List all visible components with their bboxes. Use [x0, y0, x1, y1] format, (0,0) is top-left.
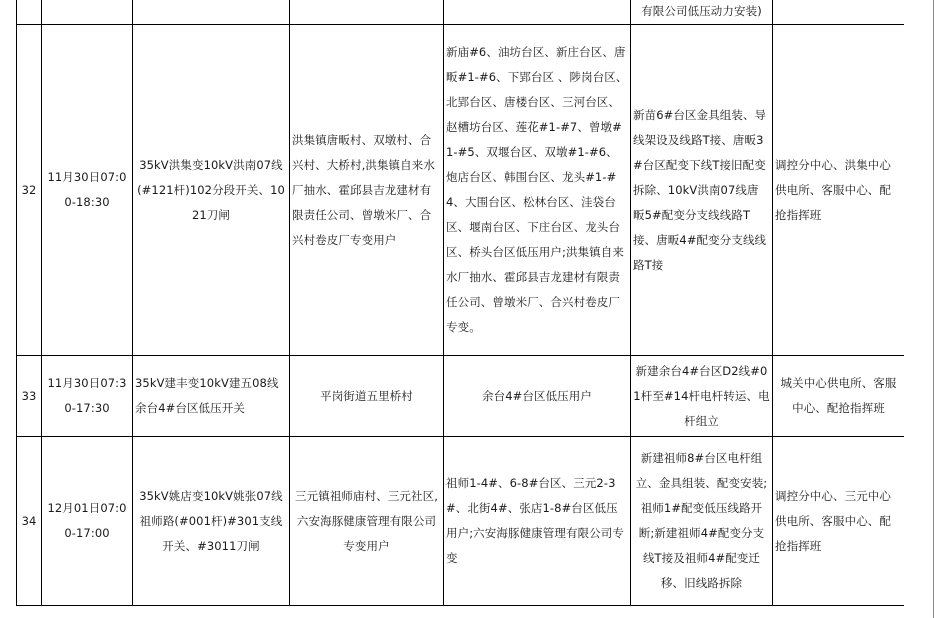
- cell-time: 11月30日07:00-18:30: [42, 25, 133, 356]
- right-margin: [904, 0, 946, 618]
- cell-dept: 城关中心供电所、客服中心、配抢指挥班: [773, 356, 905, 437]
- cell-time: 12月01日07:00-17:00: [42, 437, 133, 606]
- cell-no: 33: [17, 356, 42, 437]
- cell-transformers: [444, 0, 631, 25]
- cell-work: 新建余台4#台区D2线#01杆至#14杆电杆转运、电杆组立: [631, 356, 773, 437]
- cell-equipment: 35kV洪集变10kV洪南07线(#121杆)102分段开关、1021刀闸: [133, 25, 290, 356]
- table-row: [17, 437, 905, 606]
- cell-equipment: 35kV姚店变10kV姚张07线祖师路(#001杆)#301支线开关、#3011刀闸: [133, 437, 290, 606]
- cell-work: 新苗6#台区金具组装、导线架设及线路T接、唐畈3#台区配变下线T接旧配变拆除、10kV洪南07线唐畈5#配变分支线线路T接、唐畈4#配变分支线线路T接: [631, 25, 773, 356]
- cell-area: [290, 0, 444, 25]
- cell-work: 新建祖师8#台区电杆组立、金具组装、配变安装;祖师1#配变低压线路开断;新建祖师4#配变分支线T接及祖师4#配变迁移、旧线路拆除: [631, 437, 773, 606]
- cell-equipment: 35kV建丰变10kV建五08线余台4#台区低压开关: [133, 356, 290, 437]
- scrollbar[interactable]: [933, 0, 934, 618]
- cell-transformers: 新庙#6、油坊台区、新庄台区、唐畈#1-#6、下郢台区 、陟岗台区、北郢台区、唐楼台区、三河台区、赵槽坊台区、莲花#1-#7、曾墩#1-#5、双堰台区、双墩#1-#6、炮店台区、韩围台区、龙头#1-#4、大围台区、松林台区、洼袋台区、堰南台区、下庄台区、龙头台区、桥头台区低压用户;洪集镇自来水厂抽水、霍邱县吉龙建材有限责任公司、曾墩米厂、合兴村卷皮厂专变。: [444, 25, 631, 356]
- table-row: [17, 25, 905, 356]
- table-row-partial-top: [17, 0, 905, 25]
- cell-dept: 调控分中心、洪集中心供电所、客服中心、配抢指挥班: [773, 25, 905, 356]
- cell-no: 32: [17, 25, 42, 356]
- cell-no: [17, 0, 42, 25]
- cell-equipment: [133, 0, 290, 25]
- cell-no: 34: [17, 437, 42, 606]
- cell-transformers: 祖师1-4#、6-8#台区、三元2-3#、北街4#、张店1-8#台区低压用户;六安海豚健康管理有限公司专变: [444, 437, 631, 606]
- table-row: [17, 356, 905, 437]
- cell-area: 平岗街道五里桥村: [290, 356, 444, 437]
- cell-area: 洪集镇唐畈村、双墩村、合兴村、大桥村,洪集镇自来水厂抽水、霍邱县吉龙建材有限责任公司、曾墩米厂、合兴村卷皮厂专变用户: [290, 25, 444, 356]
- cell-area: 三元镇祖师庙村、三元社区,六安海豚健康管理有限公司专变用户: [290, 437, 444, 606]
- cell-time: [42, 0, 133, 25]
- cell-time: 11月30日07:30-17:30: [42, 356, 133, 437]
- cell-dept: [773, 0, 905, 25]
- cell-dept: 调控分中心、三元中心供电所、客服中心、配抢指挥班: [773, 437, 905, 606]
- outage-schedule-table: [16, 0, 905, 606]
- cell-work: 有限公司低压动力安装): [631, 0, 773, 25]
- cell-transformers: 余台4#台区低压用户: [444, 356, 631, 437]
